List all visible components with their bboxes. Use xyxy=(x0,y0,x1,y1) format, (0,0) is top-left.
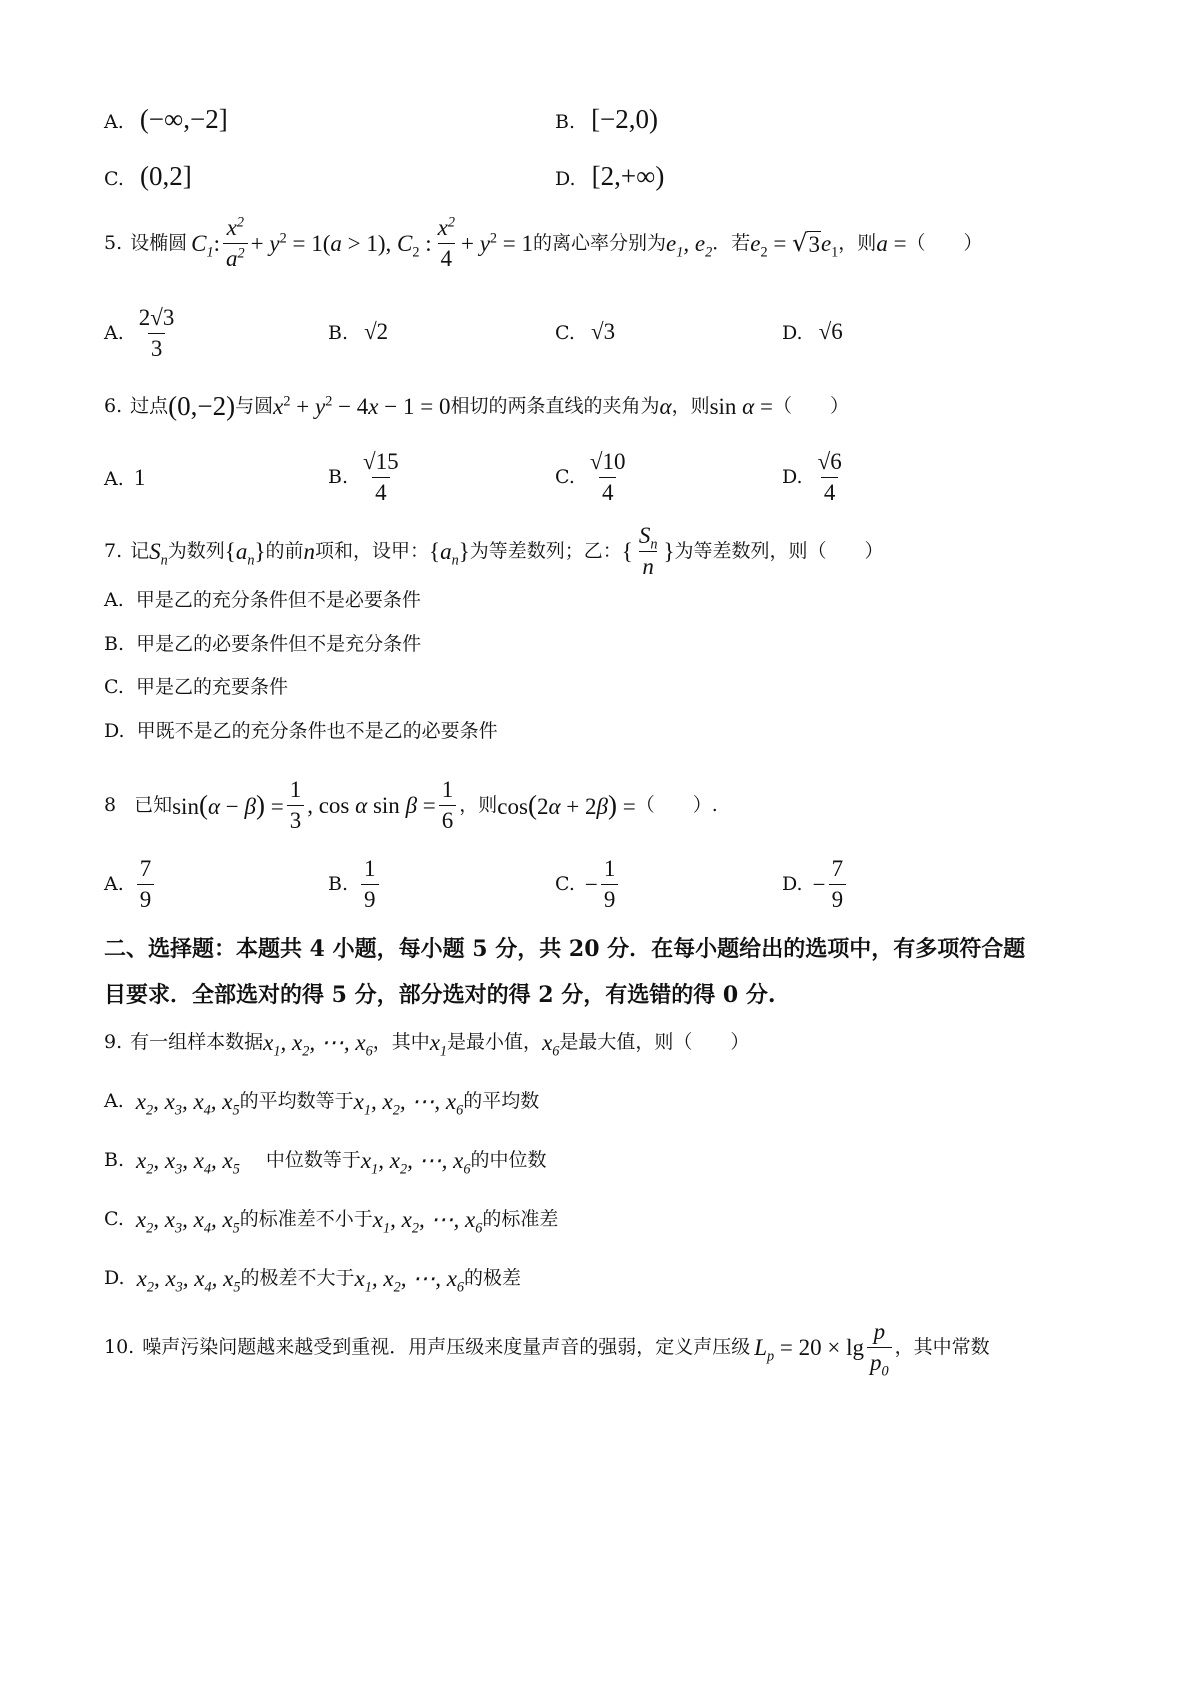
question-text: 是最大值，则 xyxy=(559,1031,674,1053)
option-label: A. xyxy=(104,322,124,345)
question-text: ，则 xyxy=(838,232,877,255)
formula-cos-sin: , cos α sin β = xyxy=(307,793,436,819)
formula-ellipse-1: + $y^2 = 1(a > 1)$, $C_2$ : xyxy=(250,230,432,261)
q6-option-d xyxy=(782,450,848,505)
option-label: A. xyxy=(104,873,124,896)
option-label: B. xyxy=(328,466,349,489)
answer-blank: （ ） xyxy=(807,540,884,563)
option-sign: − xyxy=(812,872,826,898)
question-text: 为等差数列，则 xyxy=(674,540,808,563)
q5-option-d xyxy=(782,320,843,343)
option-fraction: $\frac{√6}{4}$ xyxy=(817,449,842,506)
fraction-p-p0: $\frac{p}{p_0}$ xyxy=(867,1320,892,1375)
option-text: 甲是乙的充分条件但不是必要条件 xyxy=(135,589,421,611)
question-text: ，其中常数 xyxy=(894,1336,990,1359)
option-text: 甲是乙的必要条件但不是充分条件 xyxy=(136,633,422,655)
option-label: B. xyxy=(555,111,576,133)
option-sign: − xyxy=(584,872,598,898)
option-label: D. xyxy=(104,1267,125,1289)
formula-sin-alpha: sin α = xyxy=(709,394,773,419)
q4-option-b xyxy=(555,106,658,133)
formula-sin-diff: sin(α − β) = xyxy=(172,790,284,821)
option-fraction: $\frac{7}{9}$ xyxy=(829,857,847,912)
question-text: 的离心率分别为 xyxy=(533,232,667,255)
option-text: 的平均数等于 xyxy=(239,1090,354,1112)
option-label: A. xyxy=(104,1090,124,1112)
option-label: B. xyxy=(328,873,349,896)
q9-option-a xyxy=(104,1089,540,1119)
question-text: ，其中 xyxy=(372,1031,430,1053)
formula-sequence-an: $\{a_n\}$ xyxy=(429,539,470,569)
q9-option-c xyxy=(104,1207,559,1237)
option-fraction: $\frac{√10}{4}$ xyxy=(589,449,626,506)
question-text: 为数列 xyxy=(167,540,225,563)
option-text: 的极差不大于 xyxy=(240,1267,355,1289)
question-text: 与圆 xyxy=(235,395,274,417)
q9-stem xyxy=(104,1030,750,1060)
formula-circle: $x^2 + y^2 - 4x - 1 = 0$ xyxy=(273,393,451,419)
question-text: 设椭圆 xyxy=(130,232,188,255)
question-text: 有一组样本数据 xyxy=(130,1031,264,1053)
q7-option-b xyxy=(104,635,421,654)
option-text: 甲既不是乙的充分条件也不是乙的必要条件 xyxy=(136,720,498,742)
option-expression: (−∞,−2] xyxy=(139,104,228,134)
question-text: 过点 xyxy=(130,395,169,417)
q5-option-b xyxy=(328,320,388,343)
q8-option-b xyxy=(328,857,382,912)
formula-point: (0,−2) xyxy=(168,391,236,421)
option-label: D. xyxy=(782,873,803,896)
option-fraction: $\frac{1}{9}$ xyxy=(601,857,619,912)
option-value: √2 xyxy=(364,319,389,344)
question-text: ．若 xyxy=(712,232,751,255)
q6-stem xyxy=(104,393,849,420)
option-label: C. xyxy=(555,322,575,344)
option-label: C. xyxy=(104,168,124,190)
formula-x1-to-x6: $x_1$, $x_2$, ⋯, $x_6$ xyxy=(372,1207,483,1237)
formula-sn: $S_n$ xyxy=(149,539,168,569)
formula-ellipse-2: + $y^2 = 1$ xyxy=(460,230,534,257)
option-text: 的平均数 xyxy=(463,1090,540,1112)
option-text: 的极差 xyxy=(464,1267,522,1289)
formula-a-equals: a = xyxy=(876,231,907,257)
option-expression: [−2,0) xyxy=(591,104,659,134)
q8-stem xyxy=(104,778,718,833)
question-text: 为等差数列；乙： xyxy=(469,540,622,563)
q5-option-a xyxy=(104,306,180,361)
formula-x2-to-x5: $x_2$, $x_3$, $x_4$, $x_5$ xyxy=(135,1207,240,1237)
formula-x6: $x_6$ xyxy=(542,1030,560,1060)
question-number: 6. xyxy=(104,395,123,417)
question-text: 记 xyxy=(130,540,150,563)
question-text: 已知 xyxy=(134,794,173,817)
q6-option-a xyxy=(104,466,145,489)
option-value: √3 xyxy=(590,319,616,344)
q7-option-a xyxy=(104,591,421,610)
option-fraction: $\frac{7}{9}$ xyxy=(137,857,155,912)
option-label: D. xyxy=(555,168,576,190)
question-text: ，则 xyxy=(459,794,498,817)
fraction-1-3: $\frac{1}{3}$ xyxy=(287,778,305,833)
q5-option-c xyxy=(555,320,615,343)
formula-alpha: α xyxy=(659,394,672,419)
formula-c1-label: $C_1$ xyxy=(191,231,214,261)
q6-option-c xyxy=(555,450,632,505)
formula-x1-to-x6: $x_1$, $x_2$, ⋯, $x_6$ xyxy=(354,1266,465,1296)
option-label: C. xyxy=(555,873,575,896)
option-value: 1 xyxy=(133,465,146,490)
formula-e2-condition: $e_2$ = √ 3 $e_1$ xyxy=(750,228,839,261)
q4-option-c xyxy=(104,163,192,190)
fraction-1-6: $\frac{1}{6}$ xyxy=(439,778,457,833)
option-label: C. xyxy=(555,466,575,489)
q7-stem xyxy=(104,524,884,579)
fraction-x2-a2: $\frac{x^2}{a^2}$ xyxy=(223,216,248,271)
formula-x1-to-x6: $x_1$, $x_2$, ⋯, $x_6$ xyxy=(353,1089,464,1119)
formula-brace-close: } xyxy=(663,539,675,565)
option-label: B. xyxy=(104,633,125,655)
q9-option-b xyxy=(104,1148,547,1178)
formula-x2-to-x5: $x_2$, $x_3$, $x_4$, $x_5$ xyxy=(136,1148,240,1178)
question-text: 噪声污染问题越来越受到重视．用声压级来度量声音的强弱，定义声压级 xyxy=(142,1336,751,1359)
option-label: A. xyxy=(104,589,124,611)
option-text: 的标准差不小于 xyxy=(239,1208,373,1230)
q8-option-d xyxy=(782,857,849,912)
option-label: C. xyxy=(104,1208,124,1230)
formula-lp: $L_p = 20 \times \lg$ xyxy=(754,1335,864,1365)
option-value: √6 xyxy=(818,319,843,344)
formula-sequence-an: $\{a_n\}$ xyxy=(224,539,266,569)
option-fraction: $\frac{√15}{4}$ xyxy=(363,449,399,506)
formula-n: n xyxy=(303,539,316,565)
q7-option-d xyxy=(104,722,498,741)
formula-x2-to-x5: $x_2$, $x_3$, $x_4$, $x_5$ xyxy=(136,1266,241,1296)
q10-stem xyxy=(104,1319,990,1380)
option-text: 的中位数 xyxy=(470,1149,547,1171)
formula-cos-sum: cos(2α + 2β) = xyxy=(497,790,636,821)
formula-x1-to-x6: $x_1$, $x_2$, ⋯, $x_6$ xyxy=(263,1030,373,1060)
q5-stem: 5. 设椭圆 $C_1$ : $\frac{x^2}{a^2}$ + $y^2 = 1(a > 1)$, $C_2$ : $\frac{x^2}{4}$ + $y^2 = 1$ 的离心率分别为 $e_1$, $e_2$ ．若 $e_2$ = √ 3 $e_1$ ，则 a = （ ） xyxy=(104,214,983,272)
q6-option-b xyxy=(328,450,405,505)
option-label: A. xyxy=(104,111,124,133)
answer-blank: （ ） xyxy=(906,232,983,255)
option-label: D. xyxy=(782,322,803,344)
formula-x2-to-x5: $x_2$, $x_3$, $x_4$, $x_5$ xyxy=(135,1089,240,1119)
option-fraction: $\frac{1}{9}$ xyxy=(361,857,379,912)
q7-option-c xyxy=(104,678,288,697)
formula-e1-e2: $e_1$, $e_2$ xyxy=(666,231,713,261)
section-2-header-line-2: 目要求．全部选对的得 5 分，部分选对的得 2 分，有选错的得 0 分. xyxy=(104,982,776,1008)
question-text: 是最小值， xyxy=(447,1031,543,1053)
option-label: C. xyxy=(104,676,124,698)
q4-option-a xyxy=(104,106,228,133)
section-2-header-line-1: 二、选择题：本题共 4 小题，每小题 5 分，共 20 分．在每小题给出的选项中，有多项符合题 xyxy=(104,936,1026,962)
question-number: 7. xyxy=(104,540,123,563)
q8-option-c xyxy=(555,857,621,912)
answer-blank: （ ）. xyxy=(635,794,718,817)
option-expression: [2,+∞) xyxy=(591,161,665,191)
question-number: 5. xyxy=(104,232,123,255)
question-number: 10. xyxy=(104,1336,135,1359)
q8-option-a xyxy=(104,857,157,912)
option-label: D. xyxy=(782,466,803,489)
option-label: B. xyxy=(104,1149,125,1171)
q4-option-d xyxy=(555,163,664,190)
question-number: 8 xyxy=(104,794,117,817)
question-text: 项和，设甲： xyxy=(315,540,430,563)
answer-blank: （ ） xyxy=(673,1031,750,1053)
formula-x1-to-x6: $x_1$, $x_2$, ⋯, $x_6$ xyxy=(360,1148,471,1178)
option-fraction: $\frac{2√3}{3}$ xyxy=(138,305,175,362)
option-label: D. xyxy=(104,720,125,742)
question-text: 相切的两条直线的夹角为 xyxy=(450,395,660,417)
fraction-x2-4: $\frac{x^2}{4}$ xyxy=(437,214,455,272)
answer-blank: （ ） xyxy=(772,395,849,417)
fraction-sn-n: $\frac{S_n}{n}$ xyxy=(638,523,658,580)
option-label: B. xyxy=(328,322,349,344)
option-expression: (0,2] xyxy=(139,161,192,191)
q9-option-d xyxy=(104,1266,522,1296)
option-text: 甲是乙的充要条件 xyxy=(135,676,288,698)
question-number: 9. xyxy=(104,1031,123,1053)
option-text: 中位数等于 xyxy=(265,1149,361,1171)
question-text: 的前 xyxy=(265,540,304,563)
question-text: ，则 xyxy=(671,395,710,417)
option-text: 的标准差 xyxy=(482,1208,559,1230)
option-label: A. xyxy=(104,468,124,490)
formula-x1: $x_1$ xyxy=(429,1030,448,1060)
formula-brace-open: { xyxy=(621,539,633,565)
